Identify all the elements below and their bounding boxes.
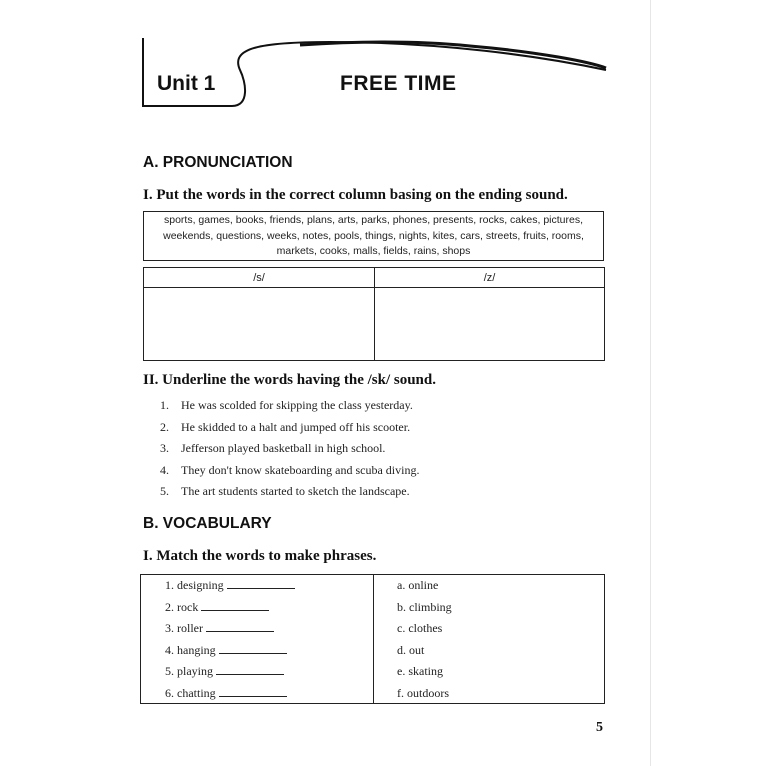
answer-blank[interactable] (227, 576, 295, 589)
unit-label: Unit 1 (157, 72, 216, 95)
sentence-number: 1. (160, 398, 169, 412)
match-left-item (141, 641, 373, 663)
section-b-heading: B. VOCABULARY (143, 515, 272, 532)
sentence-number: 2. (160, 419, 169, 434)
answer-blank[interactable] (201, 598, 269, 611)
word-bank-line: weekends, questions, weeks, notes, pools, things, nights, kites, cars, streets, fruits, rooms, (163, 229, 584, 242)
z-sound-header: /z/ (375, 268, 604, 288)
match-left-item (141, 576, 373, 598)
match-right-item[interactable]: a. online (397, 578, 439, 592)
word-bank-box (143, 211, 604, 261)
exercise-a1-instruction: I. Put the words in the correct column basing on the ending sound. (143, 187, 568, 203)
sentence-text: Jefferson played basketball in high school. (181, 441, 386, 455)
match-right-item[interactable]: b. climbing (397, 599, 452, 614)
match-left-item (141, 662, 373, 684)
section-a-heading: A. PRONUNCIATION (143, 154, 293, 171)
answer-blank[interactable] (206, 619, 274, 632)
answer-blank[interactable] (219, 641, 287, 654)
sentence-text: They don't know skateboarding and scuba diving. (181, 462, 420, 477)
word-bank-line: sports, games, books, friends, plans, arts, parks, phones, presents, rocks, cakes, pictures, (163, 214, 584, 226)
list-item[interactable] (160, 484, 419, 506)
answer-blank[interactable] (216, 662, 284, 675)
match-left-column (141, 575, 374, 703)
list-item[interactable] (160, 420, 419, 442)
match-left-word: 5. playing (165, 664, 213, 679)
z-sound-column[interactable] (375, 268, 604, 360)
sentence-text: The art students started to sketch the landscape. (181, 484, 410, 498)
match-left-item (141, 598, 373, 620)
match-left-item (141, 684, 373, 706)
exercise-a2-instruction: II. Underline the words having the /sk/ sound. (143, 372, 436, 388)
match-right-item[interactable]: e. skating (397, 664, 443, 679)
match-left-word: 3. roller (165, 621, 203, 636)
s-sound-header: /s/ (144, 268, 374, 288)
list-item[interactable] (160, 441, 419, 463)
match-left-word: 1. designing (165, 578, 224, 592)
match-right-item[interactable]: d. out (397, 642, 425, 657)
answer-blank[interactable] (219, 684, 287, 697)
match-left-item (141, 619, 373, 641)
match-left-word: 6. chatting (165, 685, 216, 700)
unit-title: FREE TIME (340, 72, 457, 95)
match-table (140, 574, 605, 704)
match-left-word: 2. rock (165, 599, 199, 614)
match-right-item[interactable]: f. outdoors (397, 685, 449, 700)
sentence-text: He skidded to a halt and jumped off his scooter. (181, 419, 411, 434)
sound-sort-table (143, 267, 605, 361)
word-bank-line: markets, cooks, malls, fields, rains, shops (276, 245, 471, 257)
sentence-list (160, 398, 419, 506)
sentence-text: He was scolded for skipping the class yesterday. (181, 398, 413, 412)
list-item[interactable] (160, 463, 419, 485)
sentence-number: 4. (160, 462, 169, 477)
s-sound-column[interactable] (144, 268, 375, 360)
page-edge-line (650, 0, 651, 766)
exercise-b1-instruction: I. Match the words to make phrases. (143, 548, 377, 564)
match-right-item[interactable]: c. clothes (397, 621, 443, 636)
match-right-column (374, 575, 604, 703)
list-item[interactable] (160, 398, 419, 420)
sentence-number: 3. (160, 441, 169, 455)
page-number: 5 (596, 720, 603, 735)
match-left-word: 4. hanging (165, 642, 216, 657)
sentence-number: 5. (160, 484, 169, 498)
